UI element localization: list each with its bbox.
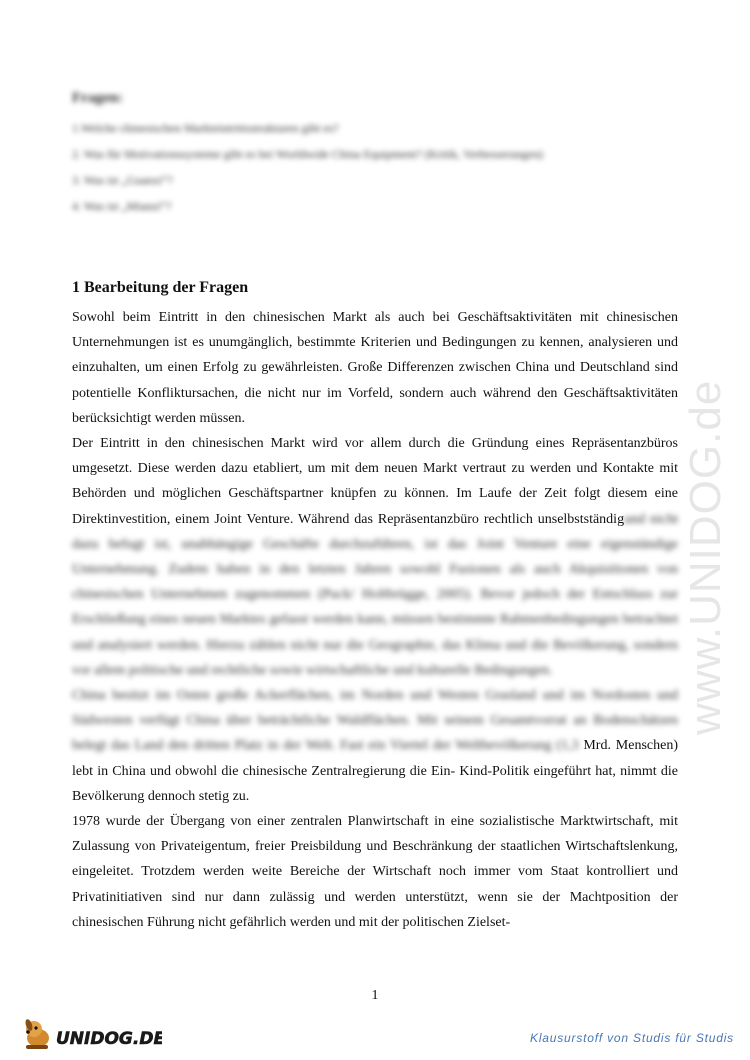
watermark: [662, 285, 742, 745]
dog-mascot-icon: [22, 1016, 162, 1052]
question-item: 3. Was ist „Guanxi“?: [72, 173, 173, 187]
page-number: 1: [371, 988, 379, 1003]
paragraph-4: 1978 wurde der Übergang von einer zentralen Planwirtschaft in eine sozialistische Marktwirtschaft, mit Zulassung von Privateigentum, freier Preisbildung und Beschränkung der staatlichen Wirtschaftslenkung, eingeleitet. Trotzdem werden weite Bereiche der Wirtschaft noch immer vom Staat kontrolliert und Privatinitiativen sind nur dann zulässig und werden unterstützt, wenn sie der Machtposition der chinesischen Führung nicht gefährlich werden und mit der politischen Zielset-: [72, 814, 678, 930]
body-text: [72, 305, 678, 935]
paragraph-1: Sowohl beim Eintritt in den chinesischen Markt als auch bei Geschäftsaktivitäten mit chinesischen Unternehmungen ist es unumgänglich, bestimmte Kriterien und Bedingungen zu kennen, analysieren und einzuhalten, um einen Erfolg zu gewährleisten. Große Differenzen zwischen China und Deutschland sind potentielle Konfliktursachen, die nicht nur im Vorfeld, sondern auch während den Geschäftsaktivitäten berücksichtigt werden müssen.: [72, 310, 678, 426]
footer-tagline: Klausurstoff von Studis für Studis: [530, 1031, 734, 1045]
question-item: 1.Welche chinesischen Markteintrittsstrukturen gibt es?: [72, 121, 339, 135]
section-heading: 1 Bearbeitung der Fragen: [72, 279, 249, 296]
paragraph-2-blurred: und nicht dazu befugt ist, unabhängige Geschäfte durchzuführen, ist das Joint Venture eine eigenständige Unternehmung. Zudem haben in den letzten Jahren sowohl Fusionen als auch Akquisitionen von chinesischen Unternehmen zugenommen (Puck/ Holtbrügge, 2005). Bevor jedoch der Entschluss zur Erschließung eines neuen Marktes gefasst werden kann, müssen bestimmte Rahmenbedingungen betrachtet und analysiert werden. Hierzu zählen nicht nur die Geographie, das Klima und die Bevölkerung, sondern vor allem politische und rechtliche sowie wirtschaftliche und kulturelle Bedingungen.: [72, 511, 678, 678]
unidog-logo[interactable]: [22, 1016, 162, 1052]
logo-text: UNIDOG.DE: [56, 1029, 162, 1049]
paragraph-2-visible: Der Eintritt in den chinesischen Markt wird vor allem durch die Gründung eines Repräsentanzbüros umgesetzt. Diese werden dazu etabliert, um mit dem neuen Markt vertraut zu werden und Kontakte mit Behörden und möglichen Geschäftspartner knüpfen zu können. Im Laufe der Zeit folgt diesem eine Direktinvestition, einem Joint Venture. Während das Repräsentanzbüro rechtlich unselbstständig: [72, 436, 678, 527]
paragraph-2: [72, 431, 678, 683]
question-item: 4. Was ist „Mianzi“?: [72, 199, 172, 213]
paragraph-3-blurred: China besitzt im Osten große Ackerflächen, im Norden und Westen Grasland und im Nordosten und Südwesten verfügt China über beträchtliche Waldflächen. Mit seinem Gesamtvorrat an Bodenschätzen belegt das Land den dritten Platz in der Welt. Fast ein Viertel der Weltbevölkerung (1,3: [72, 688, 678, 754]
watermark-graphic: [662, 285, 742, 745]
questions-title: Fragen:: [72, 90, 123, 106]
paragraph-3: [72, 683, 678, 809]
questions-block: [72, 90, 692, 219]
paragraph-3-visible: Mrd. Menschen) lebt in China und obwohl die chinesische Zentralregierung die Ein- Kind-Politik eingeführt hat, nimmt die Bevölkerung dennoch stetig zu.: [72, 738, 679, 804]
question-item: 2. Was für Motivationssysteme gibt es bei Worldwide China Equipment? (Kritik, Verbesserungen): [72, 147, 543, 161]
watermark-text: www.UNIDOG.de: [681, 379, 730, 735]
